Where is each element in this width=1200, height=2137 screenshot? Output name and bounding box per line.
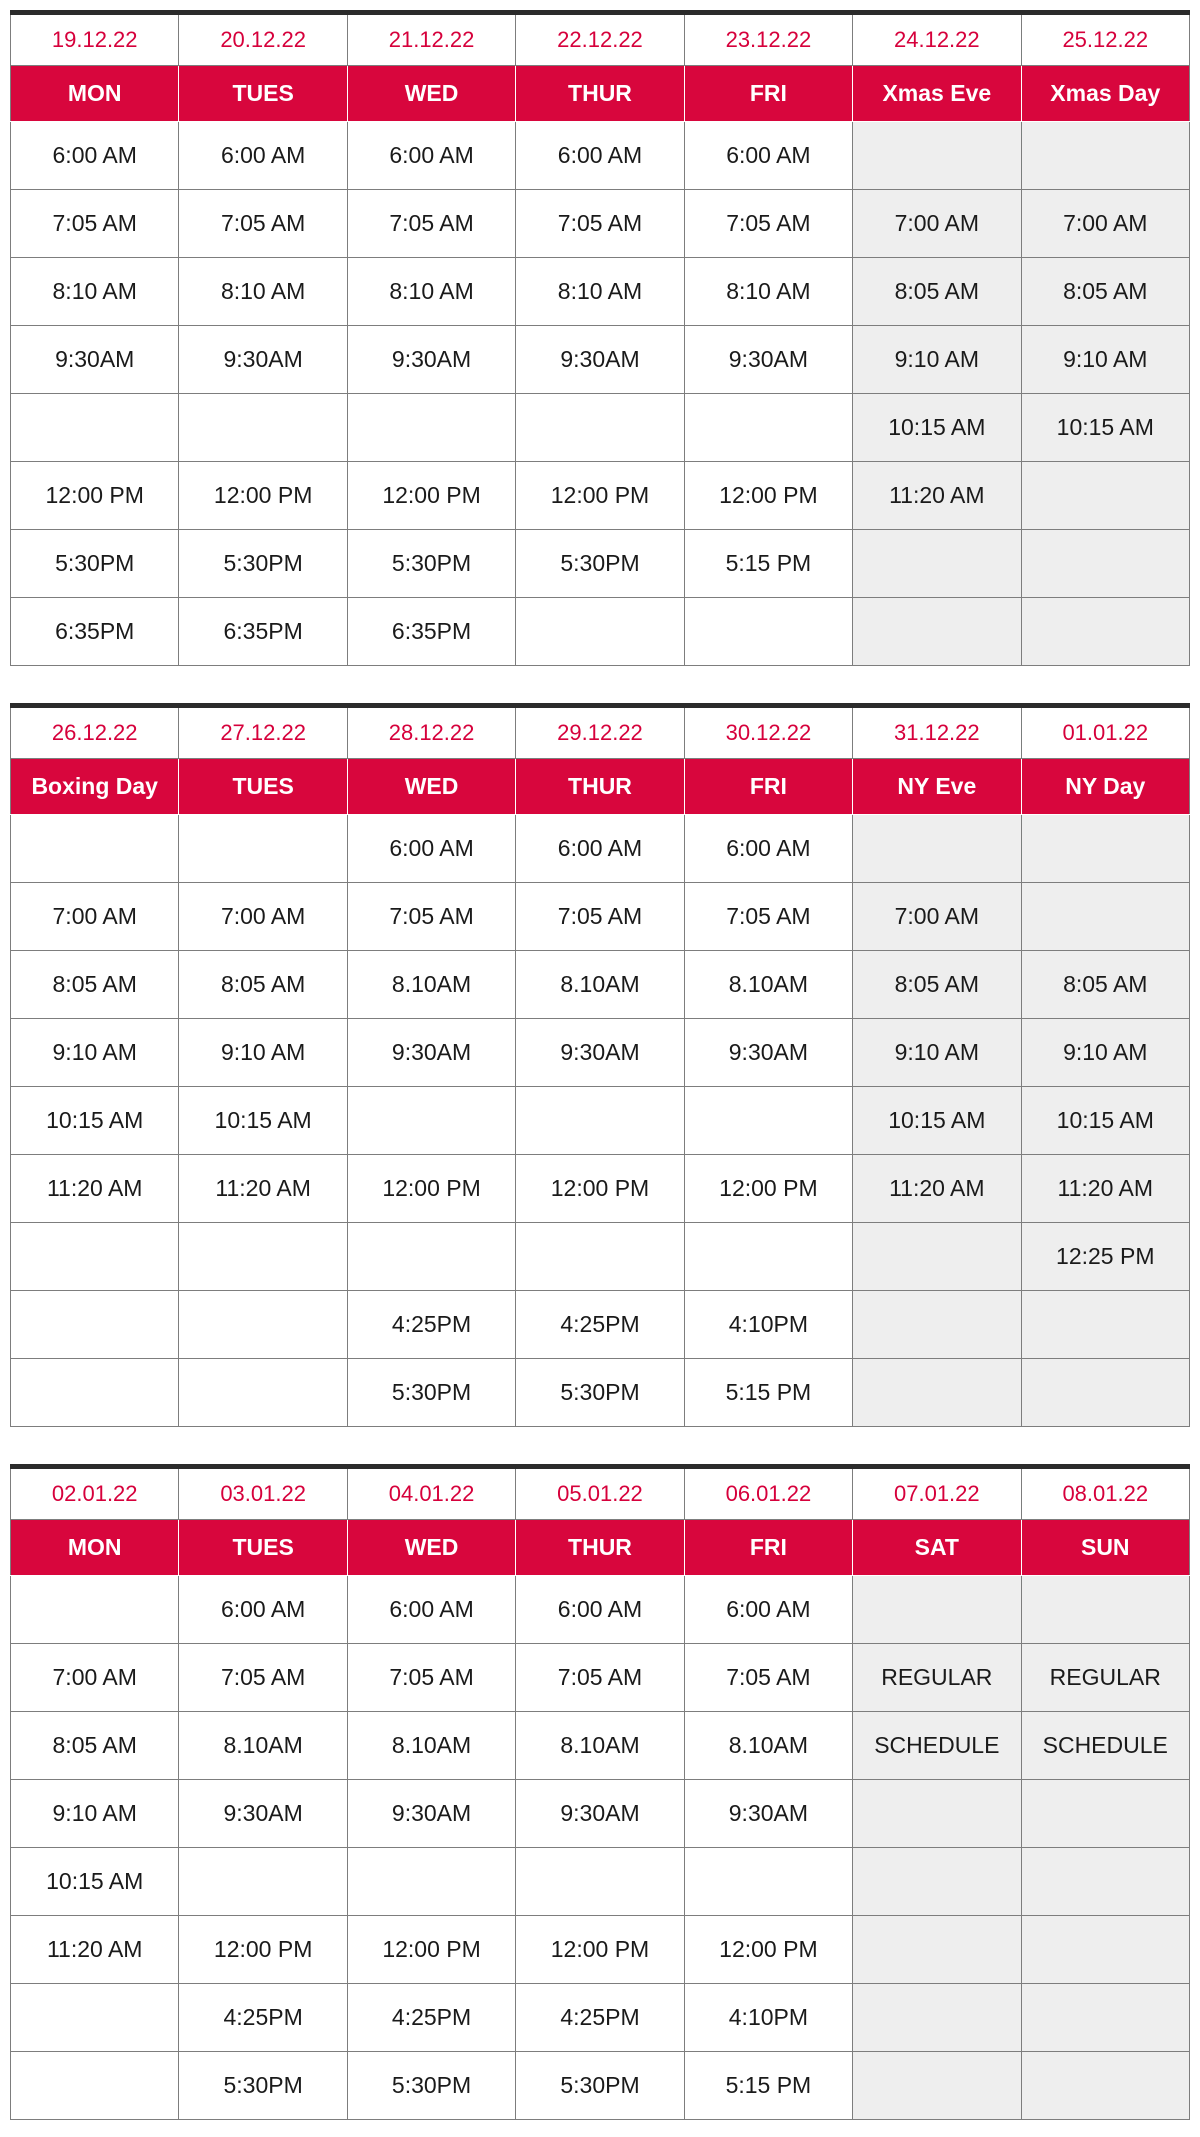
time-row (11, 1291, 1190, 1359)
time-cell (1021, 122, 1189, 190)
date-cell: 24.12.22 (853, 13, 1021, 66)
time-cell (179, 1359, 347, 1427)
time-cell (1021, 815, 1189, 883)
time-cell (516, 394, 684, 462)
time-cell (1021, 883, 1189, 951)
time-cell: SCHEDULE (853, 1712, 1021, 1780)
time-cell: 10:15 AM (853, 394, 1021, 462)
time-cell: 8:05 AM (11, 1712, 179, 1780)
time-row (11, 258, 1190, 326)
time-row (11, 1359, 1190, 1427)
time-cell (853, 1576, 1021, 1644)
time-cell: 4:25PM (516, 1291, 684, 1359)
time-cell: 12:25 PM (1021, 1223, 1189, 1291)
time-cell: 8.10AM (684, 1712, 852, 1780)
day-header-cell: SAT (853, 1520, 1021, 1576)
time-cell: REGULAR (1021, 1644, 1189, 1712)
time-cell: 6:00 AM (11, 122, 179, 190)
day-header-cell: TUES (179, 66, 347, 122)
time-cell: 5:30PM (347, 1359, 515, 1427)
time-row (11, 122, 1190, 190)
time-cell: 8:10 AM (684, 258, 852, 326)
time-row (11, 1087, 1190, 1155)
time-cell: 10:15 AM (179, 1087, 347, 1155)
time-cell: 9:30AM (179, 326, 347, 394)
time-cell: 7:05 AM (684, 883, 852, 951)
time-cell: 9:30AM (11, 326, 179, 394)
time-cell: 6:00 AM (347, 122, 515, 190)
time-cell: 9:10 AM (179, 1019, 347, 1087)
time-cell (853, 1359, 1021, 1427)
time-cell: 6:00 AM (516, 122, 684, 190)
time-cell: 7:05 AM (684, 190, 852, 258)
time-cell: 8.10AM (516, 1712, 684, 1780)
time-cell (853, 122, 1021, 190)
time-cell: 8.10AM (684, 951, 852, 1019)
date-cell: 26.12.22 (11, 706, 179, 759)
time-cell: 7:05 AM (347, 883, 515, 951)
time-row (11, 326, 1190, 394)
time-cell: 9:30AM (179, 1780, 347, 1848)
time-cell: 5:30PM (11, 530, 179, 598)
date-cell: 25.12.22 (1021, 13, 1189, 66)
time-cell: 12:00 PM (179, 1916, 347, 1984)
time-cell: 7:00 AM (11, 883, 179, 951)
time-cell (853, 815, 1021, 883)
time-cell: 5:30PM (179, 2052, 347, 2120)
time-cell: 11:20 AM (179, 1155, 347, 1223)
time-cell: 12:00 PM (516, 1916, 684, 1984)
time-cell (179, 1848, 347, 1916)
time-cell: 4:25PM (179, 1984, 347, 2052)
time-row (11, 1848, 1190, 1916)
time-row (11, 1984, 1190, 2052)
time-cell: 5:15 PM (684, 1359, 852, 1427)
date-cell: 04.01.22 (347, 1467, 515, 1520)
date-cell: 01.01.22 (1021, 706, 1189, 759)
time-cell: 8:05 AM (11, 951, 179, 1019)
time-cell (516, 1223, 684, 1291)
time-cell: 8:05 AM (853, 258, 1021, 326)
time-cell (1021, 1984, 1189, 2052)
time-cell: 9:10 AM (1021, 1019, 1189, 1087)
day-header-cell: FRI (684, 759, 852, 815)
time-cell: 7:05 AM (11, 190, 179, 258)
time-row (11, 1019, 1190, 1087)
time-cell: 6:35PM (179, 598, 347, 666)
time-cell (684, 394, 852, 462)
time-cell (853, 1848, 1021, 1916)
time-cell: 12:00 PM (684, 1916, 852, 1984)
time-cell (347, 1087, 515, 1155)
time-cell (853, 1780, 1021, 1848)
time-row (11, 1223, 1190, 1291)
time-cell: 8.10AM (516, 951, 684, 1019)
time-cell: 6:00 AM (179, 1576, 347, 1644)
time-cell: 5:30PM (179, 530, 347, 598)
time-cell (11, 1984, 179, 2052)
time-cell: 12:00 PM (347, 462, 515, 530)
date-header-row (11, 1467, 1190, 1520)
date-cell: 06.01.22 (684, 1467, 852, 1520)
time-cell: 7:05 AM (516, 1644, 684, 1712)
time-row (11, 462, 1190, 530)
time-cell: 11:20 AM (11, 1916, 179, 1984)
date-cell: 05.01.22 (516, 1467, 684, 1520)
time-cell: 12:00 PM (516, 462, 684, 530)
time-cell: 11:20 AM (853, 1155, 1021, 1223)
date-cell: 28.12.22 (347, 706, 515, 759)
day-header-cell: THUR (516, 66, 684, 122)
time-cell (11, 1223, 179, 1291)
time-cell: 9:30AM (684, 326, 852, 394)
time-row (11, 1780, 1190, 1848)
time-cell: 7:05 AM (684, 1644, 852, 1712)
day-header-cell: TUES (179, 759, 347, 815)
time-cell: 6:35PM (347, 598, 515, 666)
time-cell: 6:00 AM (684, 1576, 852, 1644)
time-cell: 7:05 AM (347, 1644, 515, 1712)
time-cell: 8.10AM (179, 1712, 347, 1780)
day-header-cell: WED (347, 66, 515, 122)
time-cell: 11:20 AM (1021, 1155, 1189, 1223)
time-cell (684, 1223, 852, 1291)
time-row (11, 1576, 1190, 1644)
time-cell: 6:00 AM (347, 1576, 515, 1644)
time-cell (179, 394, 347, 462)
time-cell (1021, 1576, 1189, 1644)
time-cell: 12:00 PM (684, 462, 852, 530)
time-cell: 9:30AM (684, 1019, 852, 1087)
time-cell: 11:20 AM (11, 1155, 179, 1223)
time-cell: 5:30PM (516, 1359, 684, 1427)
time-cell: 10:15 AM (853, 1087, 1021, 1155)
date-cell: 02.01.22 (11, 1467, 179, 1520)
time-row (11, 1916, 1190, 1984)
time-cell: 5:30PM (347, 530, 515, 598)
time-row (11, 951, 1190, 1019)
time-cell: 6:00 AM (516, 815, 684, 883)
time-cell: 8:05 AM (1021, 258, 1189, 326)
time-cell: 7:00 AM (853, 190, 1021, 258)
time-cell: 6:00 AM (684, 815, 852, 883)
time-cell (516, 1848, 684, 1916)
time-cell: 5:30PM (516, 530, 684, 598)
time-cell: 5:15 PM (684, 2052, 852, 2120)
time-cell: 12:00 PM (347, 1155, 515, 1223)
time-cell: 7:00 AM (179, 883, 347, 951)
time-cell: 8.10AM (347, 951, 515, 1019)
time-cell: 7:05 AM (516, 190, 684, 258)
time-cell (516, 1087, 684, 1155)
time-cell (1021, 1359, 1189, 1427)
time-cell (853, 1916, 1021, 1984)
time-cell: 9:10 AM (11, 1780, 179, 1848)
date-cell: 03.01.22 (179, 1467, 347, 1520)
time-cell (853, 598, 1021, 666)
time-cell: 4:25PM (516, 1984, 684, 2052)
day-header-cell: THUR (516, 1520, 684, 1576)
time-cell: REGULAR (853, 1644, 1021, 1712)
time-cell: 4:25PM (347, 1984, 515, 2052)
time-cell: 6:00 AM (179, 122, 347, 190)
date-cell: 07.01.22 (853, 1467, 1021, 1520)
time-cell: 8:10 AM (11, 258, 179, 326)
time-cell: 9:30AM (516, 1019, 684, 1087)
time-cell: 4:10PM (684, 1984, 852, 2052)
day-header-cell: Boxing Day (11, 759, 179, 815)
time-cell: 8.10AM (347, 1712, 515, 1780)
time-cell (853, 530, 1021, 598)
time-cell: 7:05 AM (179, 190, 347, 258)
day-header-cell: MON (11, 1520, 179, 1576)
time-cell: 5:30PM (516, 2052, 684, 2120)
time-cell: 10:15 AM (11, 1087, 179, 1155)
date-cell: 27.12.22 (179, 706, 347, 759)
day-header-row (11, 1520, 1190, 1576)
time-cell (11, 394, 179, 462)
time-cell: 9:10 AM (853, 1019, 1021, 1087)
time-cell: 6:00 AM (516, 1576, 684, 1644)
time-row (11, 1155, 1190, 1223)
day-header-row (11, 759, 1190, 815)
time-cell: 9:30AM (347, 1780, 515, 1848)
date-cell: 08.01.22 (1021, 1467, 1189, 1520)
time-cell: 4:25PM (347, 1291, 515, 1359)
time-cell (1021, 462, 1189, 530)
time-cell: SCHEDULE (1021, 1712, 1189, 1780)
time-cell (853, 1984, 1021, 2052)
time-cell (516, 598, 684, 666)
time-cell (684, 598, 852, 666)
time-cell (179, 1291, 347, 1359)
time-cell: 7:05 AM (179, 1644, 347, 1712)
date-cell: 21.12.22 (347, 13, 515, 66)
time-cell (853, 2052, 1021, 2120)
time-cell: 6:00 AM (684, 122, 852, 190)
time-cell: 12:00 PM (347, 1916, 515, 1984)
time-cell: 9:30AM (347, 326, 515, 394)
time-row (11, 530, 1190, 598)
date-cell: 19.12.22 (11, 13, 179, 66)
time-cell: 9:30AM (516, 1780, 684, 1848)
time-cell (1021, 1291, 1189, 1359)
time-cell: 9:30AM (684, 1780, 852, 1848)
time-row (11, 394, 1190, 462)
time-row (11, 883, 1190, 951)
time-row (11, 1644, 1190, 1712)
time-cell (684, 1848, 852, 1916)
time-cell: 7:00 AM (11, 1644, 179, 1712)
time-cell (1021, 1848, 1189, 1916)
time-cell: 6:35PM (11, 598, 179, 666)
time-row (11, 1712, 1190, 1780)
day-header-cell: FRI (684, 66, 852, 122)
time-cell (179, 1223, 347, 1291)
time-row (11, 815, 1190, 883)
day-header-cell: THUR (516, 759, 684, 815)
day-header-cell: FRI (684, 1520, 852, 1576)
time-cell (11, 815, 179, 883)
time-cell: 7:00 AM (853, 883, 1021, 951)
time-cell: 8:05 AM (1021, 951, 1189, 1019)
time-cell: 9:30AM (347, 1019, 515, 1087)
date-cell: 29.12.22 (516, 706, 684, 759)
time-cell: 12:00 PM (11, 462, 179, 530)
time-cell: 12:00 PM (516, 1155, 684, 1223)
time-cell (684, 1087, 852, 1155)
time-cell (347, 394, 515, 462)
time-cell: 8:10 AM (179, 258, 347, 326)
day-header-cell: NY Eve (853, 759, 1021, 815)
date-cell: 31.12.22 (853, 706, 1021, 759)
time-cell: 9:30AM (516, 326, 684, 394)
time-cell (11, 1291, 179, 1359)
time-cell: 8:05 AM (853, 951, 1021, 1019)
time-cell: 12:00 PM (179, 462, 347, 530)
time-cell (1021, 1780, 1189, 1848)
day-header-cell: Xmas Day (1021, 66, 1189, 122)
day-header-cell: WED (347, 1520, 515, 1576)
time-cell: 9:10 AM (1021, 326, 1189, 394)
time-cell: 7:00 AM (1021, 190, 1189, 258)
time-cell: 8:05 AM (179, 951, 347, 1019)
time-cell: 10:15 AM (1021, 394, 1189, 462)
time-cell (1021, 2052, 1189, 2120)
day-header-row (11, 66, 1190, 122)
date-header-row (11, 706, 1190, 759)
time-cell (347, 1848, 515, 1916)
time-cell: 5:30PM (347, 2052, 515, 2120)
day-header-cell: MON (11, 66, 179, 122)
time-row (11, 190, 1190, 258)
day-header-cell: NY Day (1021, 759, 1189, 815)
schedule-block-week-2 (10, 703, 1190, 1427)
date-header-row (11, 13, 1190, 66)
time-cell: 9:10 AM (853, 326, 1021, 394)
date-cell: 22.12.22 (516, 13, 684, 66)
time-cell (1021, 1916, 1189, 1984)
schedule-block-week-1 (10, 10, 1190, 666)
time-cell (11, 1576, 179, 1644)
time-cell: 8:10 AM (516, 258, 684, 326)
time-row (11, 598, 1190, 666)
day-header-cell: Xmas Eve (853, 66, 1021, 122)
date-cell: 30.12.22 (684, 706, 852, 759)
time-cell: 12:00 PM (684, 1155, 852, 1223)
time-cell: 11:20 AM (853, 462, 1021, 530)
time-cell (179, 815, 347, 883)
time-cell: 10:15 AM (1021, 1087, 1189, 1155)
time-cell: 9:10 AM (11, 1019, 179, 1087)
time-cell (1021, 530, 1189, 598)
schedule-block-week-3 (10, 1464, 1190, 2120)
time-cell: 7:05 AM (516, 883, 684, 951)
day-header-cell: TUES (179, 1520, 347, 1576)
time-cell: 10:15 AM (11, 1848, 179, 1916)
time-cell (347, 1223, 515, 1291)
date-cell: 20.12.22 (179, 13, 347, 66)
time-cell: 7:05 AM (347, 190, 515, 258)
time-cell: 4:10PM (684, 1291, 852, 1359)
day-header-cell: WED (347, 759, 515, 815)
time-row (11, 2052, 1190, 2120)
time-cell (853, 1223, 1021, 1291)
day-header-cell: SUN (1021, 1520, 1189, 1576)
time-cell: 5:15 PM (684, 530, 852, 598)
time-cell (11, 2052, 179, 2120)
time-cell (853, 1291, 1021, 1359)
date-cell: 23.12.22 (684, 13, 852, 66)
time-cell (1021, 598, 1189, 666)
time-cell: 6:00 AM (347, 815, 515, 883)
time-cell: 8:10 AM (347, 258, 515, 326)
time-cell (11, 1359, 179, 1427)
